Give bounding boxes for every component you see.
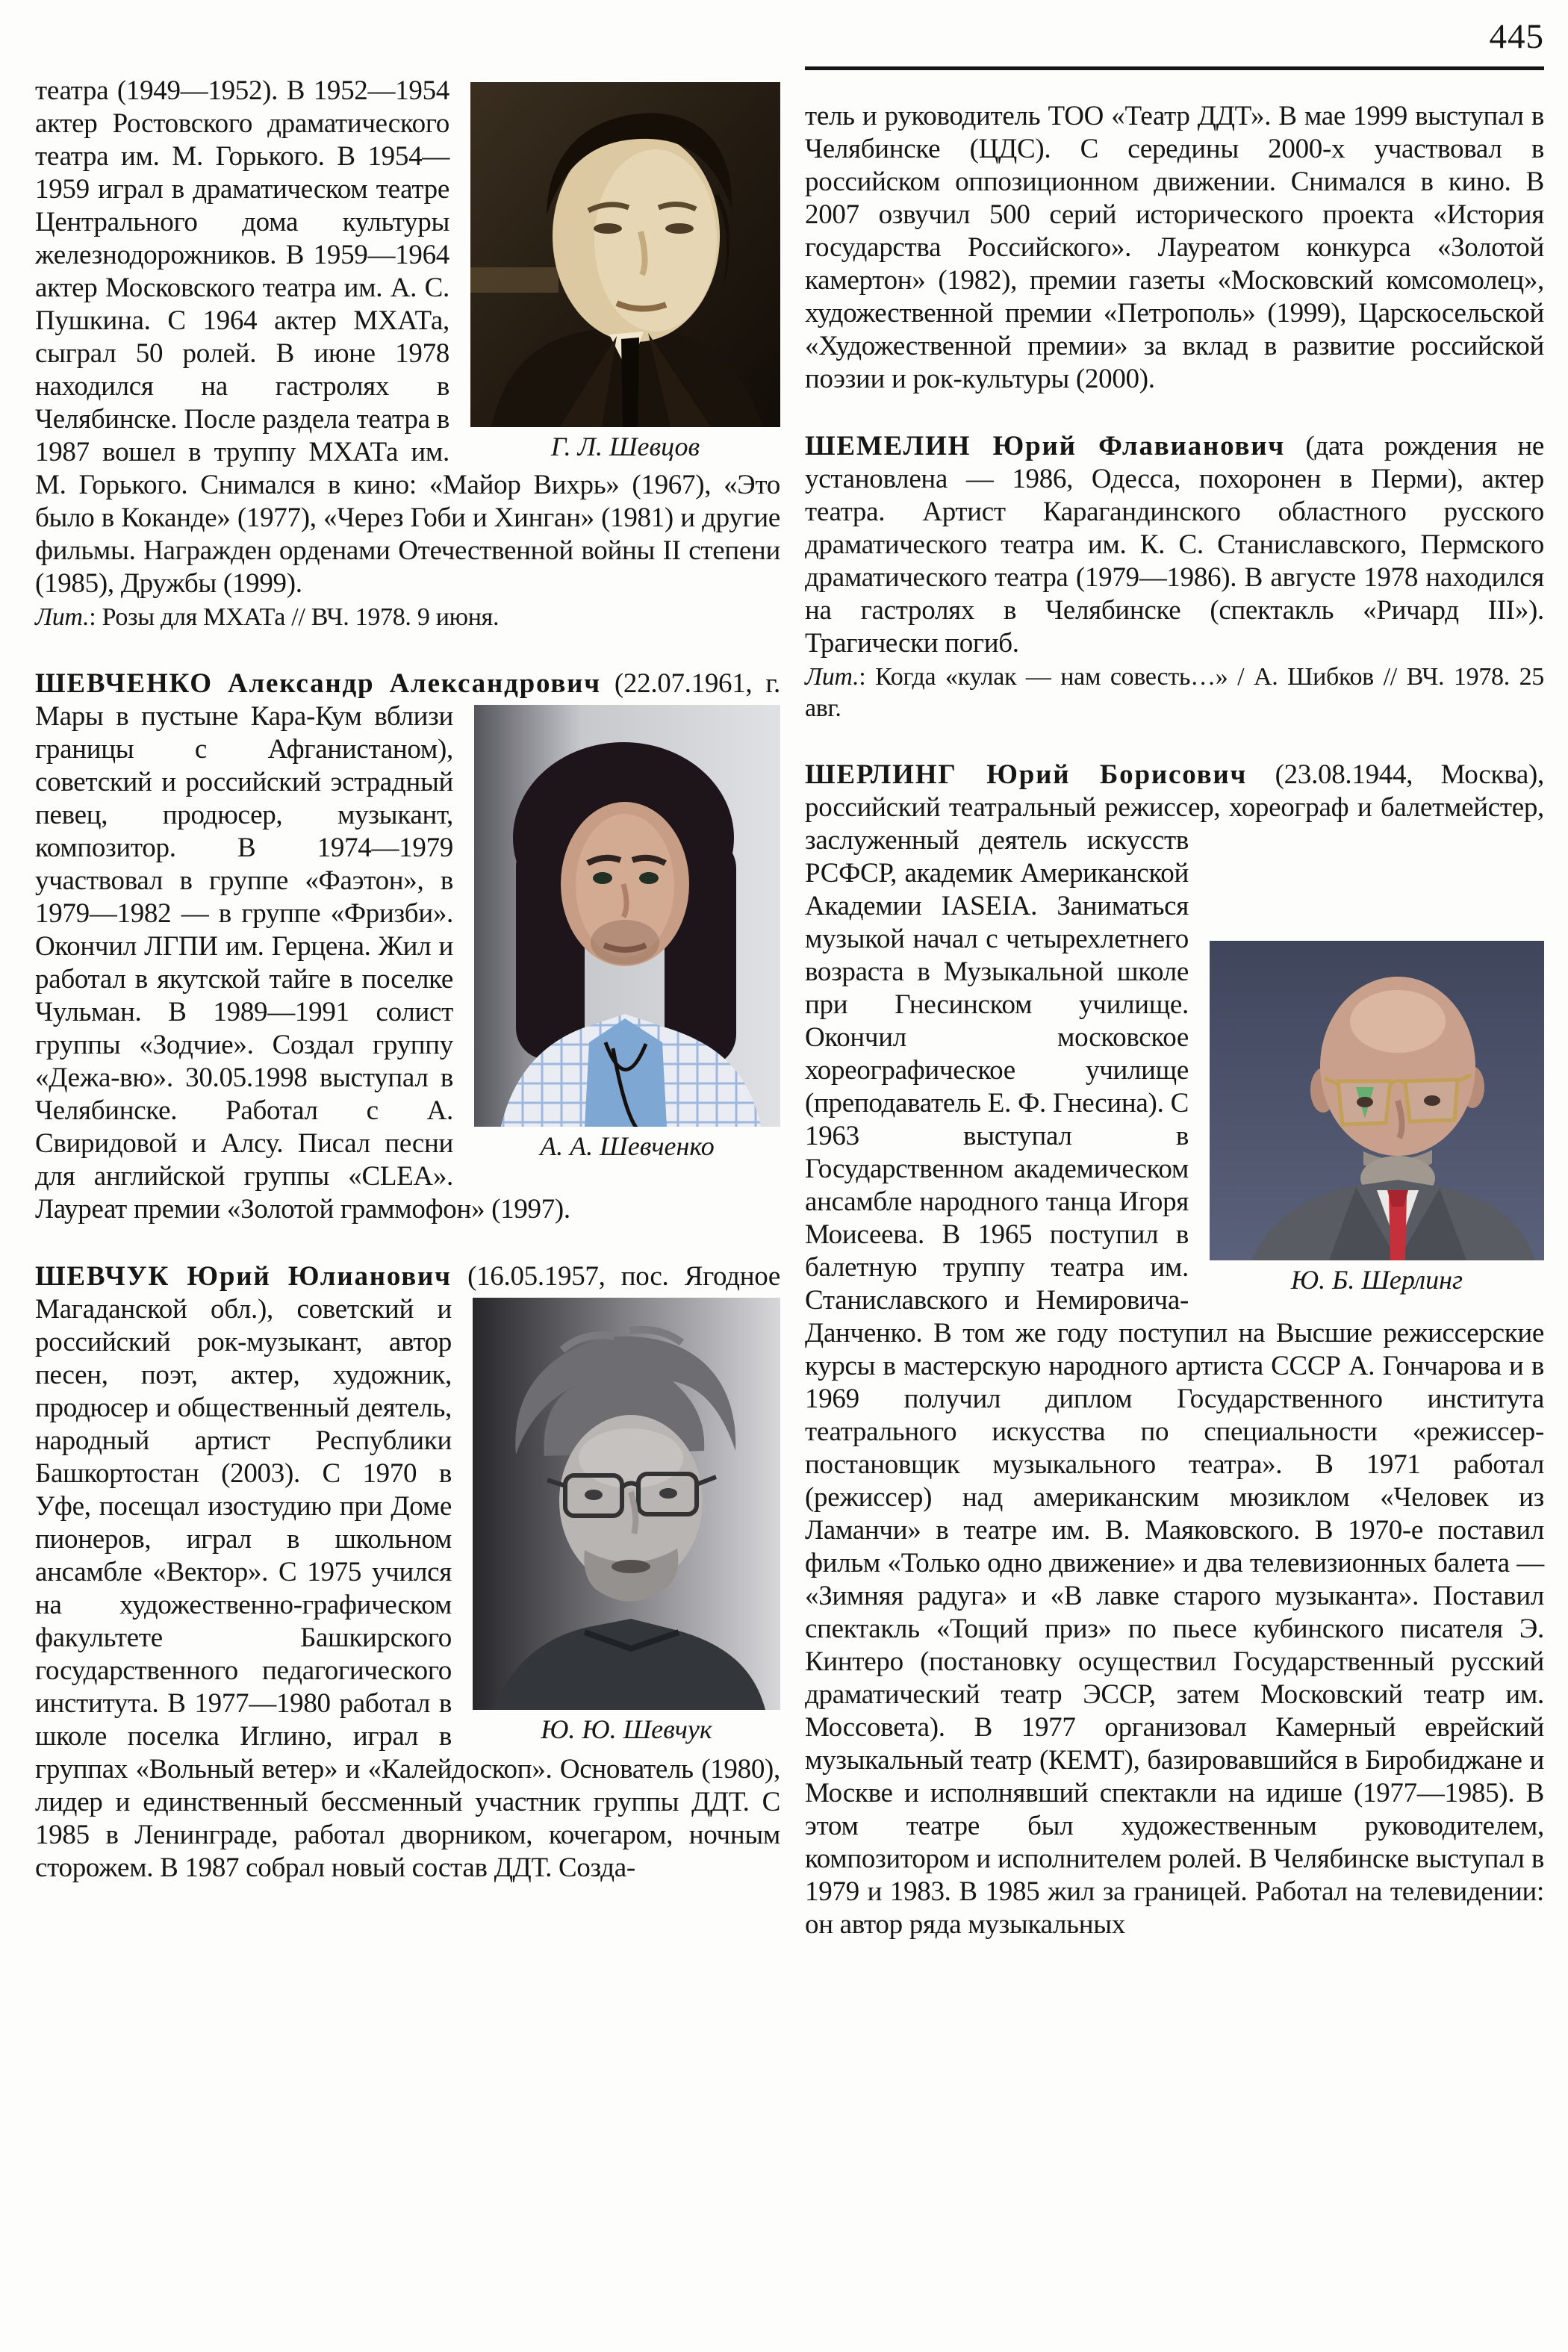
shemelin-article-text: (дата рождения не установлена — 1986, Одесса, похоронен в Перми), актер театра. Артист Карагандинского областного русского драматического театра им. К. С. Станиславского, Пермского драматического театра (1979—1986). В августе 1978 находился на гастролях в Челябинске (спектакль «Ричард III»). Трагически погиб. [805,431,1544,659]
sherling-lead-text: (23.08.1944, Москва), российский театральный режиссер, [805,759,1544,823]
lit-label: Лит. [805,663,859,691]
shevchuk-continuation-text: тель и руководитель ТОО «Театр ДДТ». В мае 1999 выступал в Челябинске (ЦДС). С середины 2000-х участвовал в российском оппозиционном движении. Снимался в кино. В 2007 озвучил 500 серий исторического проекта «История государства Российского». Лауреатом конкурса «Золотой камертон» (1982), премии газеты «Московский комсомолец», художественной премии «Петрополь» (1999), Царскосельской «Художественной премии» за вклад в развитие российской поэзии и рок-культуры (2000). [805,101,1544,394]
shevtsov-article-text: театра (1949—1952). В 1952—1954 актер Ростовского драматического театра им. М. Горького. В 1954—1959 играл в драматическом театре Центрального дома культуры железнодорожников. В 1959—1964 актер Московского театра им. А. С. Пушкина. С 1964 актер МХАТа, сыграл 50 ролей. В июне 1978 находился на гастролях в Челябинске. После раздела театра в 1987 вошел в труппу МХАТа им. М. Горького. Снимался в кино: «Майор Вихрь» (1967), «Это было в Коканде» (1977), «Через Гоби и Хинган» (1981) и другие фильмы. Награжден орденами Отечественной войны II степени (1985), Дружбы (1999). [35,75,780,599]
photo-shevtsov [470,82,780,463]
entry-headword-sherling: ШЕРЛИНГ Юрий Борисович [805,759,1248,790]
right-column [805,0,1544,1941]
entry-headword-shemelin: ШЕМЕЛИН Юрий Флавианович [805,431,1286,461]
shevchenko-lead-text: (22.07.1961, г. Мары в пустыне Кара-Кум вблизи [35,668,781,732]
lit-label: Лит. [35,603,90,631]
page-number: 445 [1489,17,1544,56]
entry-shemelin [805,430,1544,660]
photo-caption-shevchuk: Ю. Ю. Шевчук [541,1714,712,1744]
entry-headword-shevchuk: ШЕВЧУК Юрий Юлианович [35,1261,452,1292]
photo-caption-sherling: Ю. Б. Шерлинг [1290,1265,1463,1295]
photo-shevchuk [473,1298,780,1746]
shevchenko-article-text: границы с Афганистаном), советский и российский эстрадный певец, продюсер, музыкант, композитор. В 1974—1979 участвовал в группе «Фаэтон», в 1979—1982 — в группе «Фризби». Окончил ЛГПИ им. Герцена. Жил и работал в якутской тайге в поселке Чульман. В 1989—1991 солист группы «Зодчие». Создал группу «Дежа-вю». 30.05.1998 выступал в Челябинске. Работал с А. Свиридовой и Алсу. Писал песни для английской группы «CLEA». Лауреат премии «Золотой граммофон» (1997). [35,734,570,1225]
shevtsov-portrait-image [470,82,780,427]
shevchuk-article-text: российский рок-музыкант, автор песен, поэт, актер, художник, продюсер и общественный деятель, народный артист Республики Башкортостан (2003). С 1970 в Уфе, посещал изостудию при Доме пионеров, играл в школьном ансамбле «Вектор». С 1975 учился на художественно-графическом факультете Башкирского государственного педагогического института. В 1977—1980 работал в школе поселка Иглино, играл в группах «Вольный ветер» и «Калейдоскоп». Основатель (1980), лидер и единственный бессменный участник группы ДДТ. С 1985 в Ленинграде, работал дворником, кочегаром, ночным сторожем. В 1987 собрал новый состав ДДТ. Созда- [35,1327,780,1883]
entry-shevtsov-continuation [35,75,780,600]
shevchenko-portrait-image [474,705,780,1127]
photo-caption-shevtsov: Г. Л. Шевцов [550,432,700,461]
entry-sherling [805,759,1544,1941]
shemelin-lit-reference [805,662,1544,724]
sherling-article-text: хореограф и балетмейстер, заслуженный деятель искусств РСФСР, академик Американской Академии IASEIA. Заниматься музыкой начал с четырехлетнего возраста в Музыкальной школе при Гнесинском училище. Окончил московское хореографическое училище (преподаватель Е. Ф. Гнесина). С 1963 выступал в Государственном академическом ансамбле народного танца Игоря Моисеева. В 1965 поступил в балетную труппу театра им. Станиславского и Немировича-Данченко. В том же году поступил на Высшие режиссерские курсы в мастерскую народного артиста СССР А. Гончарова и в 1969 получил диплом Государственного института театрального искусства по специальности «режиссер-постановщик музыкального театра». В 1971 работал (режиссер) над американским мюзиклом «Человек из Ламанчи» в театре им. В. Маяковского. В 1970-е поставил фильм «Только одно движение» и два телевизионных балета — «Зимняя радуга» и «В лавке старого музыканта». Поставил спектакль «Тощий приз» по пьесе кубинского писателя Э. Кинтеро (постановку осуществил Государственный русский драматический театр ЭССР, затем Московский театр им. Моссовета). В 1977 организовал Камерный еврейский музыкальный театр (КЕМТ), базировавшийся в Биробиджане и Москве и исполнявший спектакли на идише (1977—1985). В этом театре был художественным руководителем, композитором и исполнителем ролей. В Челябинске выступал в 1979 и 1983. В 1985 жил за границей. Работал на телевидении: он автор ряда музыкальных [805,792,1545,1940]
photo-sherling [1210,829,1544,1296]
entry-shevchenko [35,668,780,1226]
entry-shevchuk [35,1260,780,1885]
lit-text: : Когда «кулак — нам совесть…» / А. Шибков // ВЧ. 1978. 25 авг. [805,663,1544,722]
left-column [35,0,780,1885]
shevtsov-lit-reference [35,602,780,633]
photo-caption-shevchenko: А. А. Шевченко [540,1131,715,1161]
sherling-portrait-image [1210,941,1544,1260]
shevchuk-lead-text: (16.05.1957, пос. Ягодное Магаданской обл.), советский и [35,1261,780,1325]
lit-text: : Розы для МХАТа // ВЧ. 1978. 9 июня. [89,603,500,631]
photo-shevchenko [474,705,780,1163]
entry-headword-shevchenko: ШЕВЧЕНКО Александр Александрович [35,668,601,699]
shevchuk-portrait-image [473,1298,780,1710]
header-rule [805,66,1544,70]
